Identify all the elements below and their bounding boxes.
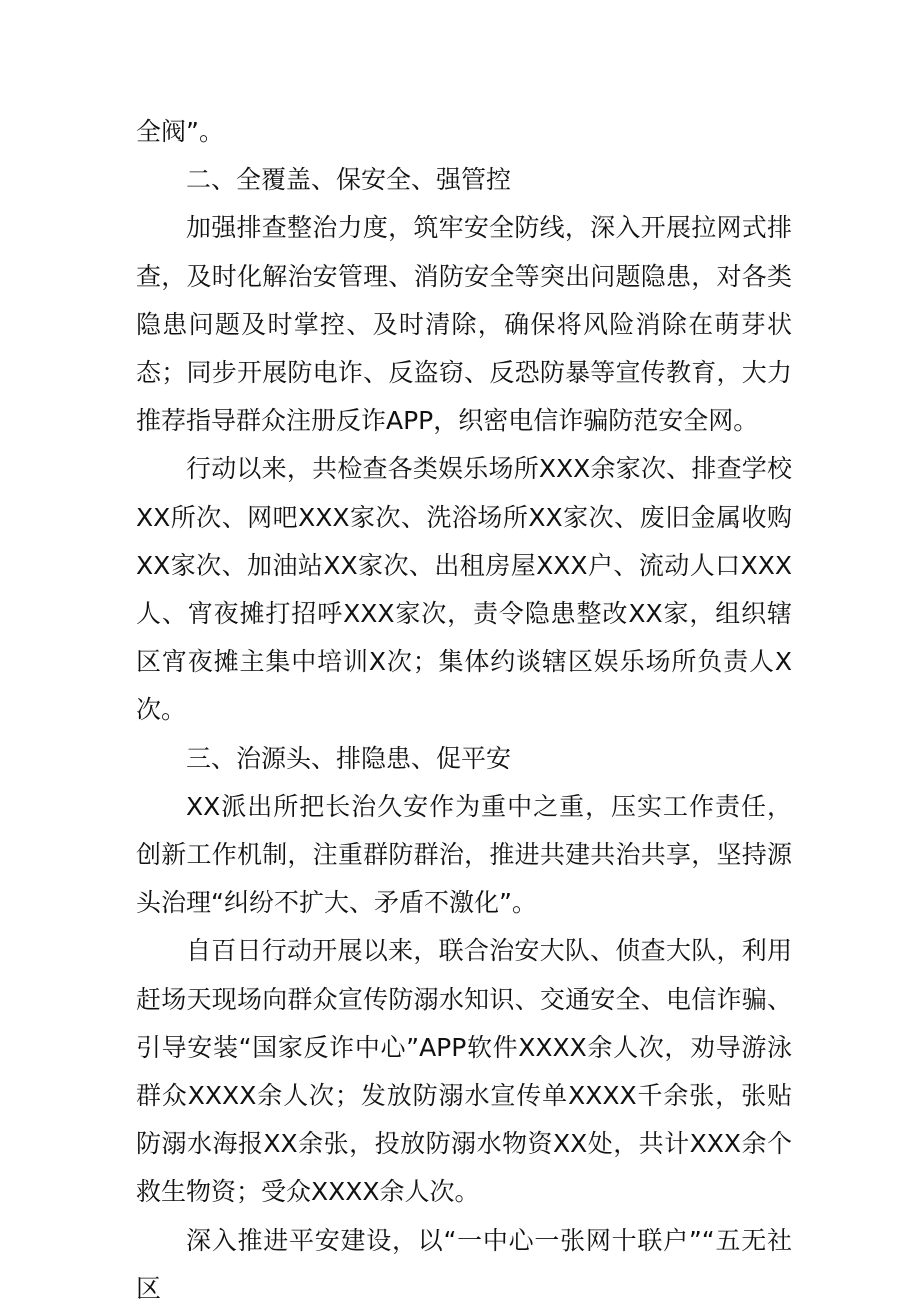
paragraph-continuation: 全阀”。 [136, 117, 224, 146]
paragraph: XX派出所把长治久安作为重中之重，压实工作责任，创新工作机制，注重群防群治，推进共建共治共享，坚持源头治理“纠纷不扩大、矛盾不激化”。 [136, 791, 792, 918]
paragraph: 自百日行动开展以来，联合治安大队、侦查大队，利用赶场天现场向群众宣传防溺水知识、交通安全、电信诈骗、引导安装“国家反诈中心”APP软件XXXX余人次，劝导游泳群众XXXX余人次；发放防溺水宣传单XXXX千余张，张贴防溺水海报XX余张，投放防溺水物资XX处，共计XXX余个救生物资；受众XXXX余人次。 [136, 936, 792, 1207]
document-body [136, 108, 792, 1313]
paragraph: 行动以来，共检查各类娱乐场所XXX余家次、排查学校XX所次、网吧XXX家次、洗浴场所XX家次、废旧金属收购XX家次、加油站XX家次、出租房屋XXX户、流动人口XXX人、宵夜摊打招呼XXX家次，责令隐患整改XX家，组织辖区宵夜摊主集中培训X次；集体约谈辖区娱乐场所负责人X次。 [136, 454, 792, 725]
section-heading-2: 二、全覆盖、保安全、强管控 [186, 165, 512, 195]
paragraph: 深入推进平安建设，以“一中心一张网十联户”“五无社区 [136, 1225, 792, 1303]
section-heading-3: 三、治源头、排隐患、促平安 [186, 743, 512, 773]
paragraph: 加强排查整治力度，筑牢安全防线，深入开展拉网式排查，及时化解治安管理、消防安全等突出问题隐患，对各类隐患问题及时掌控、及时清除，确保将风险消除在萌芽状态；同步开展防电诈、反盗窃、反恐防暴等宣传教育，大力推荐指导群众注册反诈APP，织密电信诈骗防范安全网。 [136, 213, 792, 436]
